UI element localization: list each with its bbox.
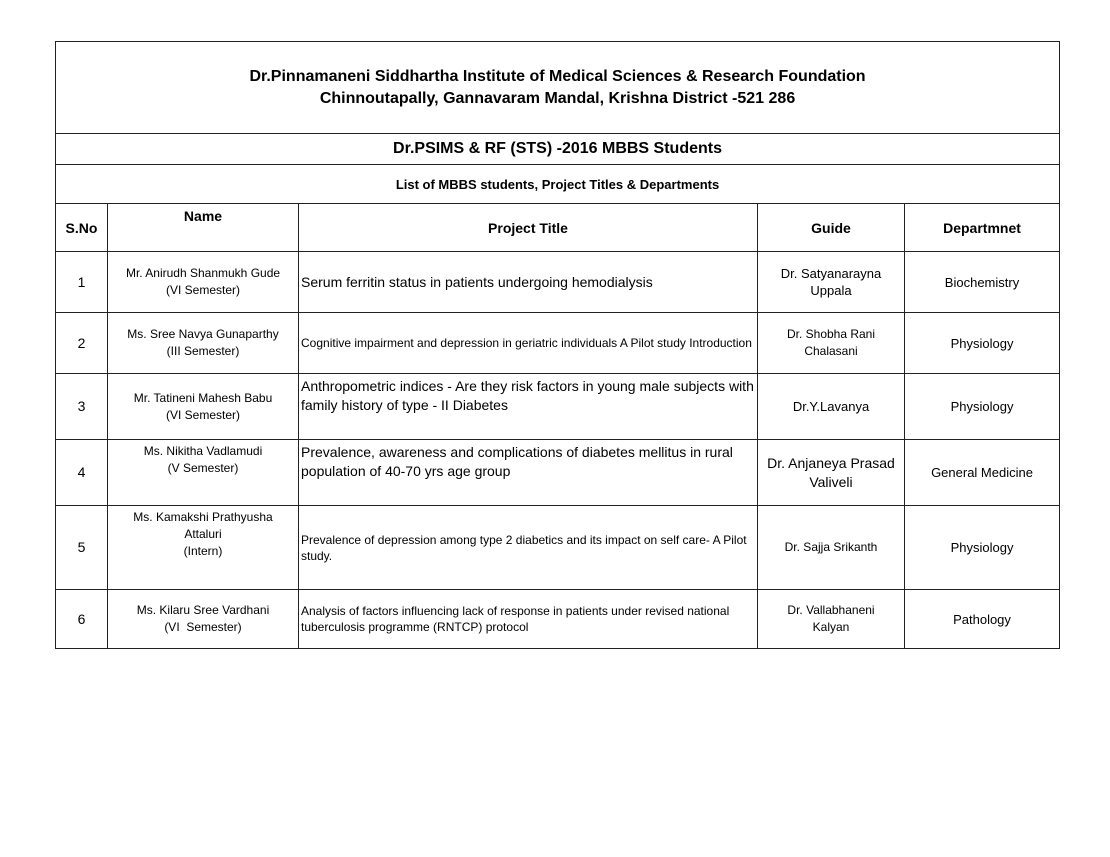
student-name: Ms. Kamakshi Prathyusha: [133, 510, 273, 524]
column-header-sno: S.No: [56, 204, 108, 252]
cell-sno: 2: [56, 313, 108, 374]
student-name: Ms. Nikitha Vadlamudi: [143, 444, 263, 458]
student-name: Ms. Sree Navya Gunaparthy: [127, 327, 279, 341]
column-header-project-title: Project Title: [299, 204, 758, 252]
table-row: [56, 252, 1060, 313]
guide-line-2: Kalyan: [812, 620, 850, 634]
cell-name: [108, 506, 299, 590]
student-semester: (VI Semester): [165, 407, 240, 422]
guide-line-2: Valiveli: [809, 473, 853, 490]
student-semester: (VI Semester): [165, 283, 240, 297]
cell-guide: [758, 590, 905, 649]
cell-name: [108, 313, 299, 374]
cell-guide: [758, 313, 905, 374]
student-name-line-2: Attaluri: [184, 527, 222, 541]
cell-project-title: Anthropometric indices - Are they risk factors in young male subjects with family history of type - II Diabetes: [299, 374, 758, 440]
table-row: [56, 440, 1060, 506]
cell-project-title: Prevalence, awareness and complications of diabetes mellitus in rural population of 40-70 yrs age group: [299, 440, 758, 506]
cell-department: Biochemistry: [905, 252, 1060, 313]
batch-title-row: [56, 134, 1060, 165]
cell-department: Pathology: [905, 590, 1060, 649]
list-title-row: [56, 165, 1060, 204]
student-semester: (V Semester): [167, 461, 239, 475]
table-row: [56, 590, 1060, 649]
cell-name: [108, 252, 299, 313]
cell-sno: 6: [56, 590, 108, 649]
student-semester: (III Semester): [166, 344, 240, 358]
cell-project-title: Cognitive impairment and depression in geriatric individuals A Pilot study Introduction: [299, 313, 758, 374]
cell-project-title: Analysis of factors influencing lack of response in patients under revised national tuberculosis programme (RNTCP) protocol: [299, 590, 758, 649]
cell-sno: 1: [56, 252, 108, 313]
cell-department: Physiology: [905, 374, 1060, 440]
cell-department: Physiology: [905, 506, 1060, 590]
cell-department: General Medicine: [905, 440, 1060, 506]
cell-name: [108, 374, 299, 440]
guide-line-1: Dr. Shobha Rani: [786, 327, 876, 341]
guide-line-1: Dr.Y.Lavanya: [792, 399, 870, 414]
list-title: List of MBBS students, Project Titles & Departments: [56, 165, 1060, 204]
column-header-row: [56, 204, 1060, 252]
guide-line-1: Dr. Anjaneya Prasad: [767, 454, 895, 471]
cell-sno: 5: [56, 506, 108, 590]
institute-name: Dr.Pinnamaneni Siddhartha Institute of Medical Sciences & Research Foundation: [249, 67, 866, 85]
table-row: [56, 506, 1060, 590]
cell-guide: [758, 252, 905, 313]
cell-project-title: Serum ferritin status in patients undergoing hemodialysis: [299, 252, 758, 313]
guide-line-1: Dr. Sajja Srikanth: [784, 540, 878, 554]
student-name: Ms. Kilaru Sree Vardhani: [136, 603, 270, 617]
cell-guide: [758, 440, 905, 506]
institute-address: Chinnoutapally, Gannavaram Mandal, Krishna District -521 286: [319, 89, 796, 107]
column-header-name: Name: [108, 204, 299, 252]
table-row: [56, 374, 1060, 440]
student-semester: (VI Semester): [164, 620, 242, 634]
cell-name: [108, 440, 299, 506]
student-name: Mr. Tatineni Mahesh Babu: [133, 390, 273, 405]
student-name: Mr. Anirudh Shanmukh Gude: [125, 266, 281, 280]
guide-line-1: Dr. Satyanarayna: [780, 266, 882, 281]
cell-sno: 3: [56, 374, 108, 440]
cell-name: [108, 590, 299, 649]
column-header-guide: Guide: [758, 204, 905, 252]
column-header-department: Departmnet: [905, 204, 1060, 252]
guide-line-2: Chalasani: [804, 344, 858, 358]
student-semester: (Intern): [183, 544, 223, 558]
institute-header-cell: [56, 42, 1060, 134]
table-row: [56, 313, 1060, 374]
guide-line-1: Dr. Vallabhaneni: [787, 603, 875, 617]
cell-sno: 4: [56, 440, 108, 506]
cell-guide: [758, 374, 905, 440]
cell-department: Physiology: [905, 313, 1060, 374]
guide-line-2: Uppala: [810, 283, 852, 298]
batch-title: Dr.PSIMS & RF (STS) -2016 MBBS Students: [56, 134, 1060, 165]
cell-guide: [758, 506, 905, 590]
students-projects-table: [55, 41, 1060, 649]
institute-header-row: [56, 42, 1060, 134]
cell-project-title: Prevalence of depression among type 2 diabetics and its impact on self care- A Pilot study.: [299, 506, 758, 590]
